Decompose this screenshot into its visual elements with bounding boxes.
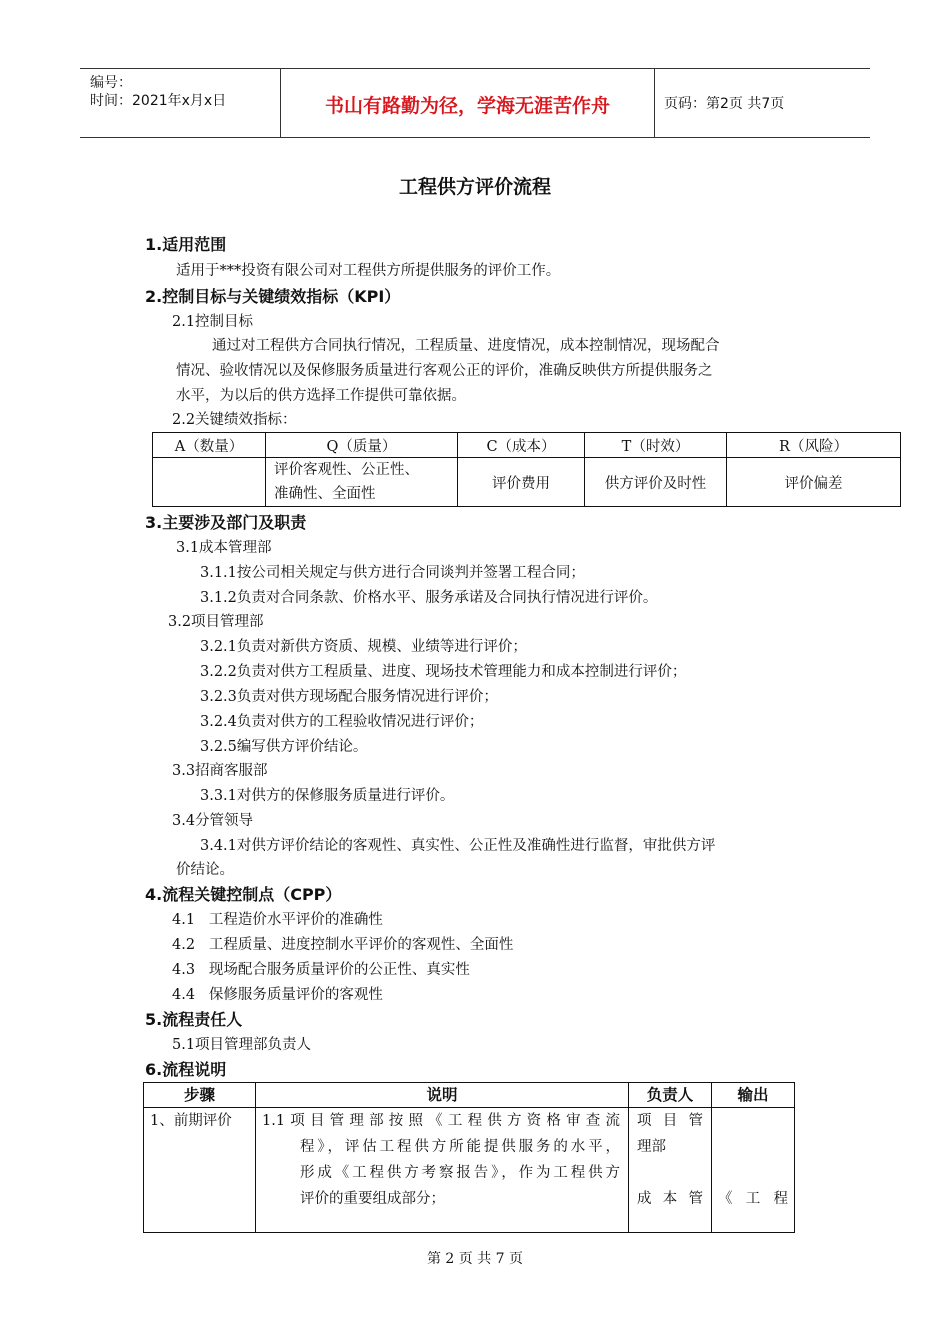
section-heading: 6.流程说明 (145, 1060, 227, 1079)
paragraph: 适用于***投资有限公司对工程供方所提供服务的评价工作。 (176, 263, 561, 279)
kpi-cell-quality (266, 458, 458, 507)
list-item: 3.2.2负责对供方工程质量、进度、现场技术管理能力和成本控制进行评价； (200, 664, 687, 680)
subsection-heading: 2.1控制目标 (172, 314, 254, 330)
flow-output-spacer (718, 1108, 788, 1186)
section-heading: 3.主要涉及部门及职责 (145, 513, 307, 532)
flow-table (143, 1082, 795, 1233)
page-header (80, 68, 870, 138)
kpi-header-cell: Q（质量） (266, 433, 458, 458)
kpi-header-cell: A（数量） (153, 433, 266, 458)
paragraph-line: 情况、验收情况以及保修服务质量进行客观公正的评价，准确反映供方所提供服务之 (176, 363, 713, 379)
kpi-cell-cost: 评价费用 (458, 458, 585, 507)
list-item: 3.2.3负责对供方现场配合服务情况进行评价； (200, 689, 498, 705)
list-item-continued: 价结论。 (176, 862, 234, 878)
header-page-cell (655, 69, 870, 137)
motto: 书山有路勤为径，学海无涯苦作舟 (324, 95, 610, 117)
flow-desc-line: 评价的重要组成部分； (300, 1191, 445, 1207)
kpi-header-row (153, 433, 901, 458)
list-item: 4.4 保修服务质量评价的客观性 (172, 987, 383, 1003)
subsection-heading: 3.2项目管理部 (168, 614, 264, 630)
list-item: 3.2.5编写供方评价结论。 (200, 739, 368, 755)
flow-header-cell: 输出 (712, 1083, 795, 1108)
list-item: 4.2 工程质量、进度控制水平评价的客观性、全面性 (172, 937, 514, 953)
list-item: 3.1.1按公司相关规定与供方进行合同谈判并签署工程合同； (200, 565, 585, 581)
kpi-cell-risk: 评价偏差 (727, 458, 901, 507)
kpi-quality-line: 准确性、全面性 (274, 486, 376, 502)
section-heading: 2.控制目标与关键绩效指标（KPI） (145, 287, 401, 306)
kpi-cell-quantity (153, 458, 266, 507)
flow-owner-spacer (637, 1160, 703, 1186)
flow-desc-line: 形成《工程供方考察报告》，作为工程供方 (300, 1165, 620, 1181)
flow-output-cell (712, 1108, 795, 1233)
kpi-cell-time: 供方评价及时性 (585, 458, 727, 507)
subsection-heading: 3.3招商客服部 (172, 763, 268, 779)
flow-header-cell: 说明 (256, 1083, 629, 1108)
kpi-header-cell: R（风险） (727, 433, 901, 458)
header-motto-cell (280, 69, 655, 137)
page-info: 页码：第2页 共7页 (664, 96, 785, 112)
list-item: 3.2.4负责对供方的工程验收情况进行评价； (200, 714, 484, 730)
list-item: 3.4.1对供方评价结论的客观性、真实性、公正性及准确性进行监督，审批供方评 (200, 838, 716, 854)
kpi-data-row (153, 458, 901, 507)
kpi-table (152, 432, 901, 507)
flow-desc-cell (256, 1108, 629, 1233)
flow-owner-line: 成本管 (637, 1191, 703, 1207)
page-footer: 第 2 页 共 7 页 (426, 1251, 524, 1267)
subsection-heading: 3.4分管领导 (172, 813, 254, 829)
paragraph-line: 水平，为以后的供方选择工作提供可靠依据。 (176, 388, 466, 404)
list-item: 4.3 现场配合服务质量评价的公正性、真实性 (172, 962, 470, 978)
flow-header-row (144, 1083, 795, 1108)
flow-owner-line: 理部 (637, 1139, 666, 1155)
document-title: 工程供方评价流程 (398, 176, 551, 198)
serial-label: 编号： (90, 75, 132, 91)
list-item: 4.1 工程造价水平评价的准确性 (172, 912, 383, 928)
kpi-header-cell: T（时效） (585, 433, 727, 458)
flow-desc-line: 程》，评估工程供方所能提供服务的水平， (300, 1139, 620, 1155)
subsection-heading: 2.2关键绩效指标： (172, 412, 297, 428)
flow-row (144, 1108, 795, 1233)
flow-header-cell: 负责人 (629, 1083, 712, 1108)
flow-owner-cell (629, 1108, 712, 1233)
list-item: 5.1项目管理部负责人 (172, 1037, 312, 1053)
paragraph-line: 通过对工程供方合同执行情况，工程质量、进度情况，成本控制情况，现场配合 (212, 338, 720, 354)
list-item: 3.2.1负责对新供方资质、规模、业绩等进行评价； (200, 639, 527, 655)
kpi-header-cell: C（成本） (458, 433, 585, 458)
list-item: 3.1.2负责对合同条款、价格水平、服务承诺及合同执行情况进行评价。 (200, 590, 658, 606)
kpi-quality-line: 评价客观性、公正性、 (274, 462, 419, 478)
flow-owner-line: 项目管 (637, 1113, 703, 1129)
section-heading: 4.流程关键控制点（CPP） (145, 885, 342, 904)
flow-header-cell: 步骤 (144, 1083, 256, 1108)
flow-step-cell: 1、前期评价 (144, 1108, 256, 1233)
header-left-cell (80, 69, 280, 137)
flow-output-line: 《工程 (718, 1191, 788, 1207)
list-item: 3.3.1对供方的保修服务质量进行评价。 (200, 788, 455, 804)
section-heading: 1.适用范围 (145, 235, 227, 254)
subsection-heading: 3.1成本管理部 (176, 540, 272, 556)
section-heading: 5.流程责任人 (145, 1010, 243, 1029)
flow-desc-line: 1.1项目管理部按照《工程供方资格审查流 (262, 1113, 620, 1129)
date-line: 时间：2021年x月x日 (90, 93, 227, 109)
